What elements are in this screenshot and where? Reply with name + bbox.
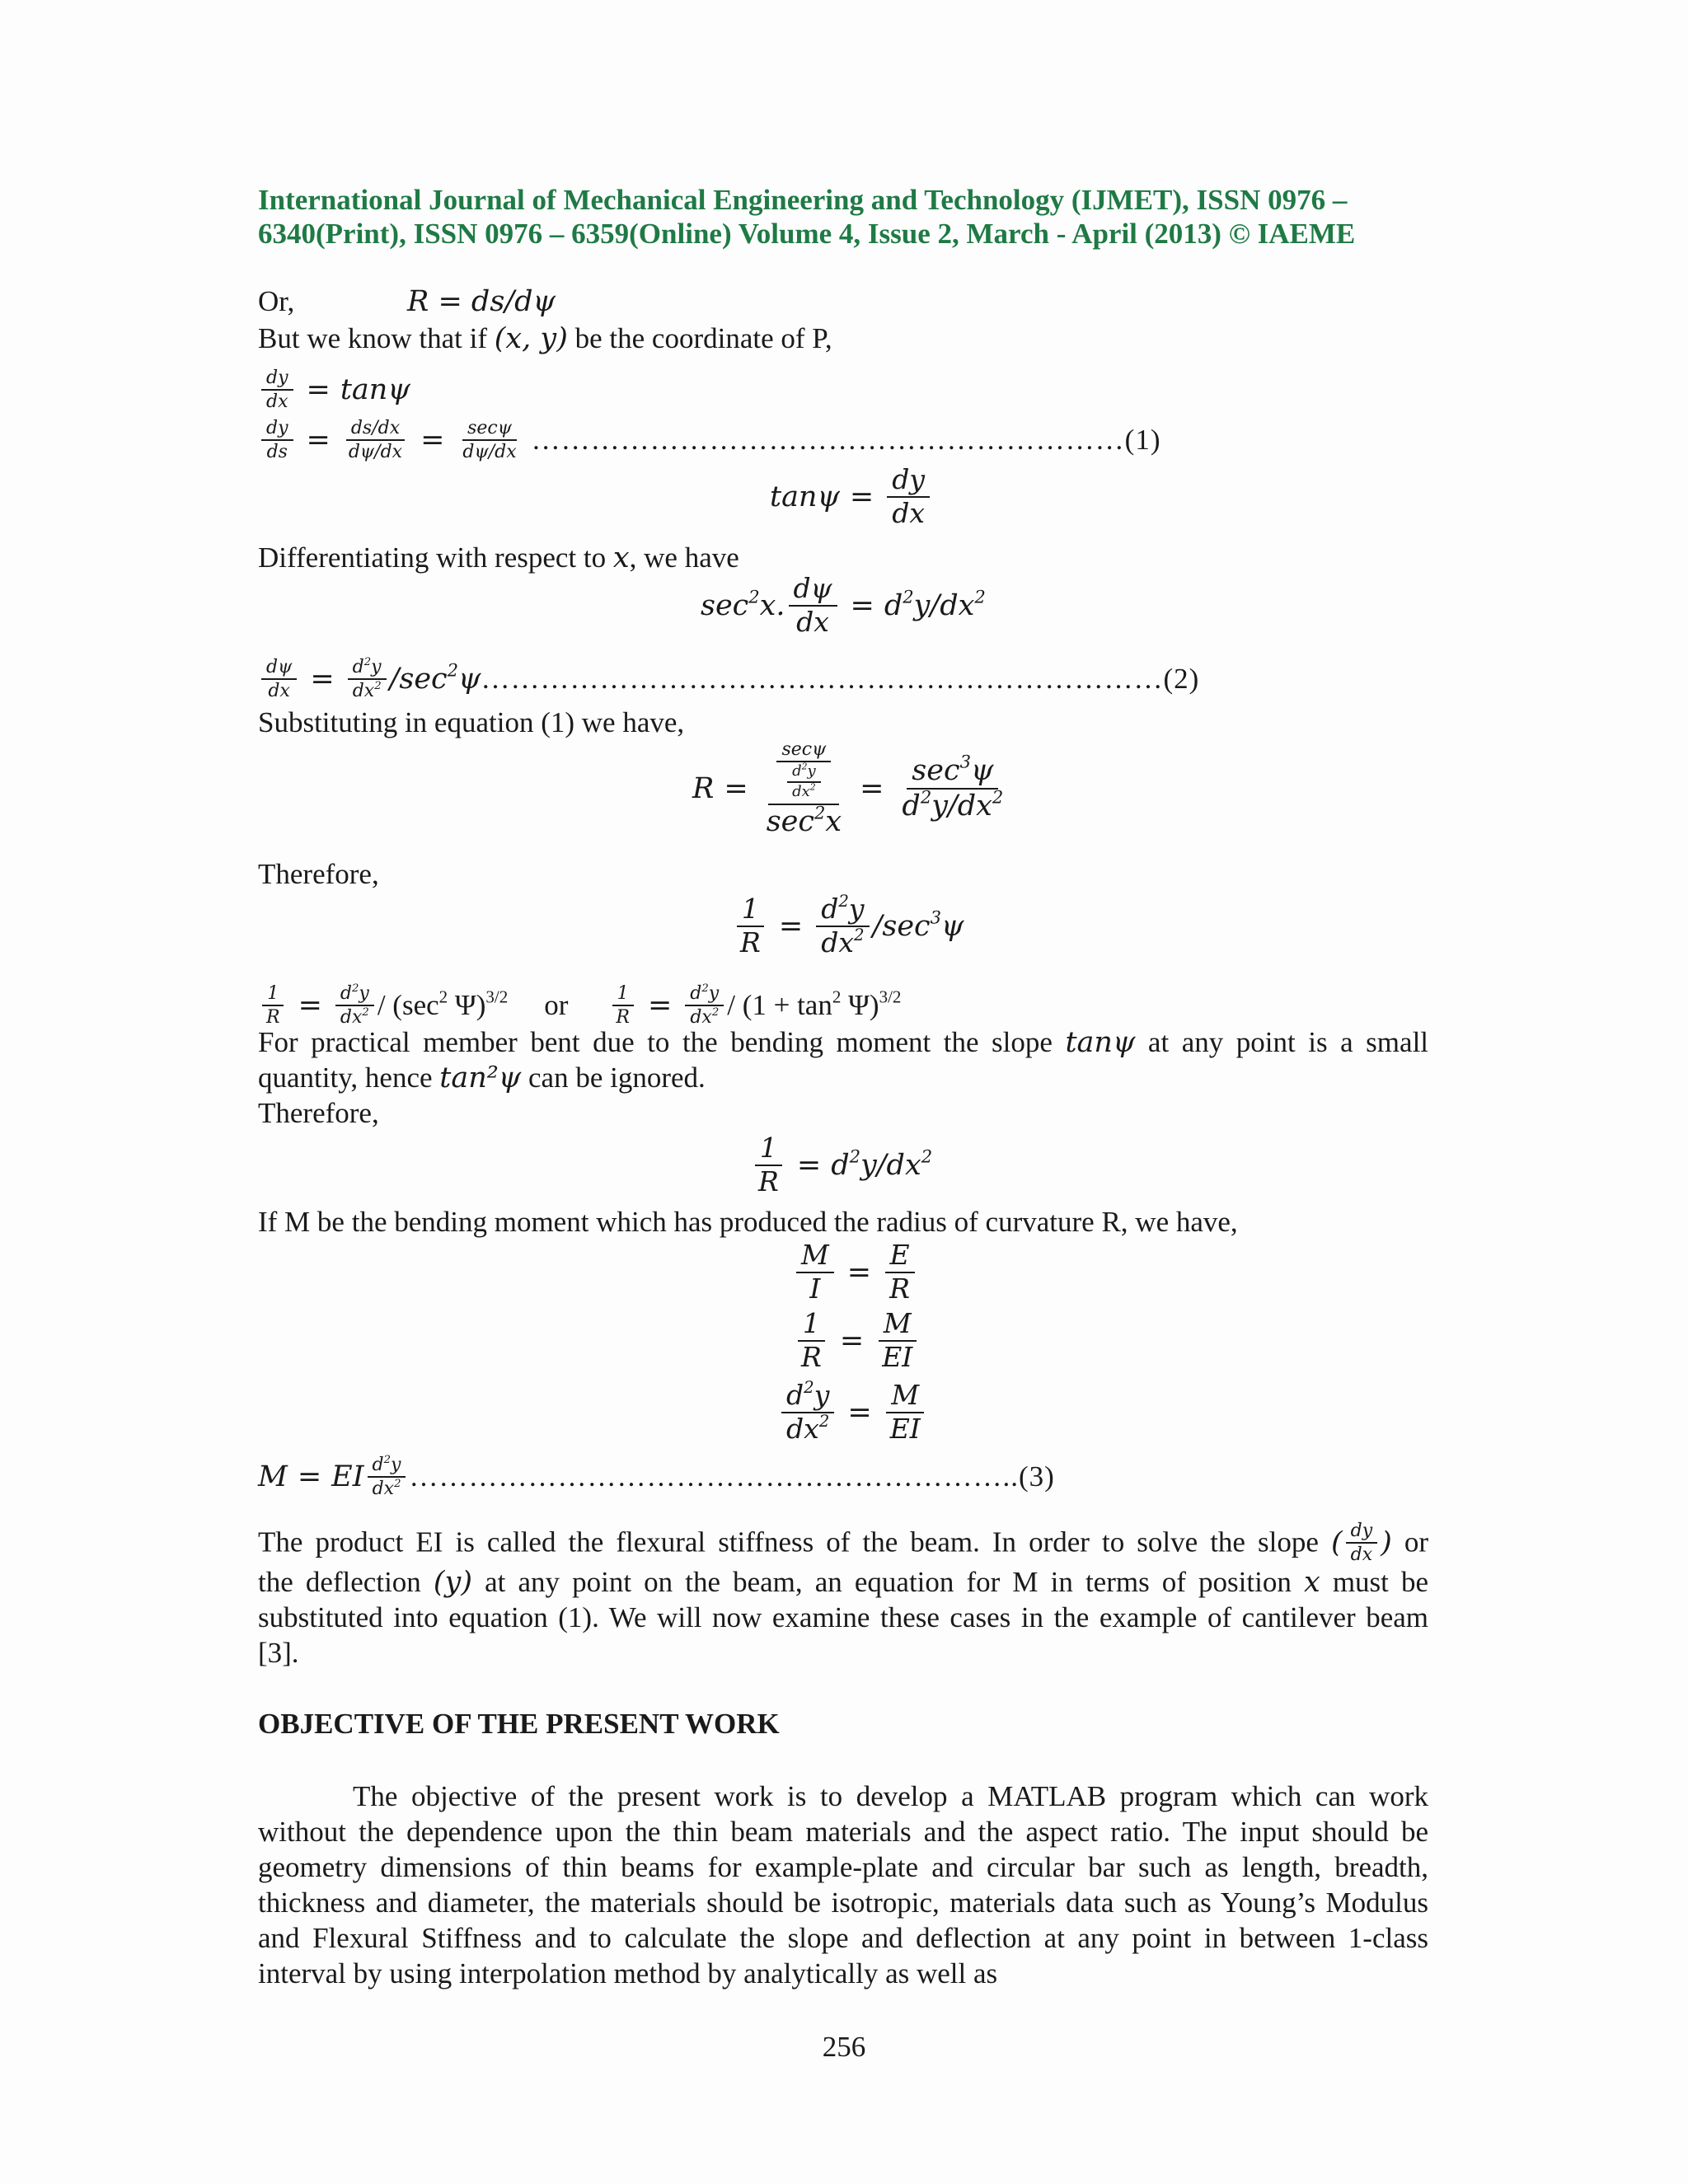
we-have-text: , we have — [629, 541, 739, 574]
eq-radius: R = ds/dψ — [407, 285, 556, 318]
eq-1-over-r-simplified: $\frac{1}{R}$ = $d^2y/dx^2$ — [750, 1131, 932, 1196]
frac-dy-dx: $\frac{dy}{dx}$ — [261, 368, 293, 411]
section-heading: OBJECTIVE OF THE PRESENT WORK — [258, 1708, 780, 1740]
product-line2: the deflection (y) at any point on the beam, an equation for M in terms of position x must be — [258, 1566, 1429, 1599]
eq-radius-line — [258, 284, 294, 319]
coord-xy: (x, y) — [494, 322, 568, 355]
be-coordinate-text: be the coordinate of P, — [574, 322, 832, 354]
var-x: x — [612, 541, 630, 574]
eq-1-over-r: $\frac{1}{R}$ = $\frac{d^2y}{dx^2}$ $/\sec^3\psi$ — [732, 892, 964, 957]
differentiating-sentence — [258, 541, 739, 575]
eq-tan-dy-dx: tanψ = $\frac{dy}{dx}$ — [770, 466, 933, 527]
eq3-label: ……………………………………………………..(3) — [409, 1460, 1055, 1493]
journal-header-line2: 6340(Print), ISSN 0976 – 6359(Online) Volume 4, Issue 2, March - April (2013) © IAEME — [258, 218, 1356, 250]
eq-2: $\frac{d\psi}{dx}$ = $\frac{d^2y}{dx^2}$ $/\sec^2\psi$ ……………………………………………………………(2) — [258, 646, 1199, 701]
journal-header — [258, 183, 1428, 251]
eq-slope-tan: $\frac{dy}{dx}$ = tanψ — [258, 357, 410, 411]
eq-3: M = EI $\frac{d^2y}{dx^2}$ ……………………………………………………..(3) — [258, 1453, 1055, 1500]
or-word: or — [544, 989, 569, 1022]
eq-sec2-diff: $\sec^2x$. $\frac{d\psi}{dx}$ = $d^2y/dx^2$ — [701, 572, 986, 638]
therefore-1: Therefore, — [258, 858, 379, 890]
tanpsi-inline: tanψ — [1065, 1026, 1136, 1059]
bending-moment-sentence: If M be the bending moment which has produced the radius of curvature R, we have, — [258, 1206, 1238, 1238]
eq-d2y-m-ei: $\frac{d^2y}{dx^2}$ = $\frac{M}{EI}$ — [778, 1378, 929, 1443]
slope-inline: ( $\frac{dy}{dx}$ ) — [1330, 1521, 1392, 1566]
therefore-2: Therefore, — [258, 1097, 379, 1129]
product-rest: substituted into equation (1). We will now examine these cases in the example of cantilever beam [3]. — [258, 1601, 1428, 1669]
substituting-sentence: Substituting in equation (1) we have, — [258, 706, 685, 738]
eq-r-compound: R = $\frac{\frac{\sec\psi}{\frac{d^2y}{dx^2}}}{\sec^2x}$ = $\frac{\sec^3\psi}{d^2y/dx^2}$ — [692, 739, 1004, 838]
product-line1: The product EI is called the flexural stiffness of the beam. In order to solve the slope ( $\frac{dy}{dx}$ ) or — [258, 1521, 1429, 1566]
page-number: 256 — [822, 2031, 866, 2063]
eq-m-over-i: $\frac{M}{I}$ = $\frac{E}{R}$ — [793, 1238, 918, 1303]
or-label: Or, — [258, 285, 295, 317]
practical-line2: quantity, hence tan²ψ can be ignored. — [258, 1062, 706, 1094]
eq1-label: ……………………………………………………(1) — [531, 424, 1161, 457]
tan2psi-inline: tan²ψ — [439, 1062, 522, 1094]
eq-1-over-r-m-ei: $\frac{1}{R}$ = $\frac{M}{EI}$ — [793, 1306, 921, 1371]
practical-line1: For practical member bent due to the bending moment the slope tanψ at any point is a small — [258, 1026, 1429, 1059]
eq-1: $\frac{dy}{ds}$ = $\frac{ds/dx}{d\psi/dx}$ = $\frac{\sec\psi}{d\psi/dx}$ ……………………………………………………(1) — [258, 407, 1160, 462]
but-we-know-text: But we know that if — [258, 322, 488, 354]
differentiating-text: Differentiating with respect to — [258, 541, 607, 574]
var-y: (y) — [433, 1566, 472, 1599]
coordinate-sentence — [258, 321, 832, 356]
eq2-label: ……………………………………………………………(2) — [481, 663, 1200, 696]
journal-header-line1: International Journal of Mechanical Engineering and Technology (IJMET), ISSN 0976 – — [258, 184, 1348, 216]
eq-curvature-forms: $\frac{1}{R}$ = $\frac{d^2y}{dx^2}$ / ($\sec^2$ Ψ)$^{3/2}$ or $\frac{1}{R}$ = $\frac{d^2y}{dx^2}$ / $(1 + \tan^2 \Psi)^{3/2}$ — [258, 972, 901, 1027]
objective-paragraph: The objective of the present work is to develop a MATLAB program which can work without the dependence upon the thin beam materials and the aspect ratio. The input should be geometry dimensions of thin beams for example-plate and circular bar such as length, breadth, thickness and diameter, the materials should be isotropic, materials data such as Young’s Modulus and Flexural Stiffness and to calculate the slope and deflection at any point in between 1-class interval by using interpolation method by analytically as well as — [258, 1780, 1428, 1990]
